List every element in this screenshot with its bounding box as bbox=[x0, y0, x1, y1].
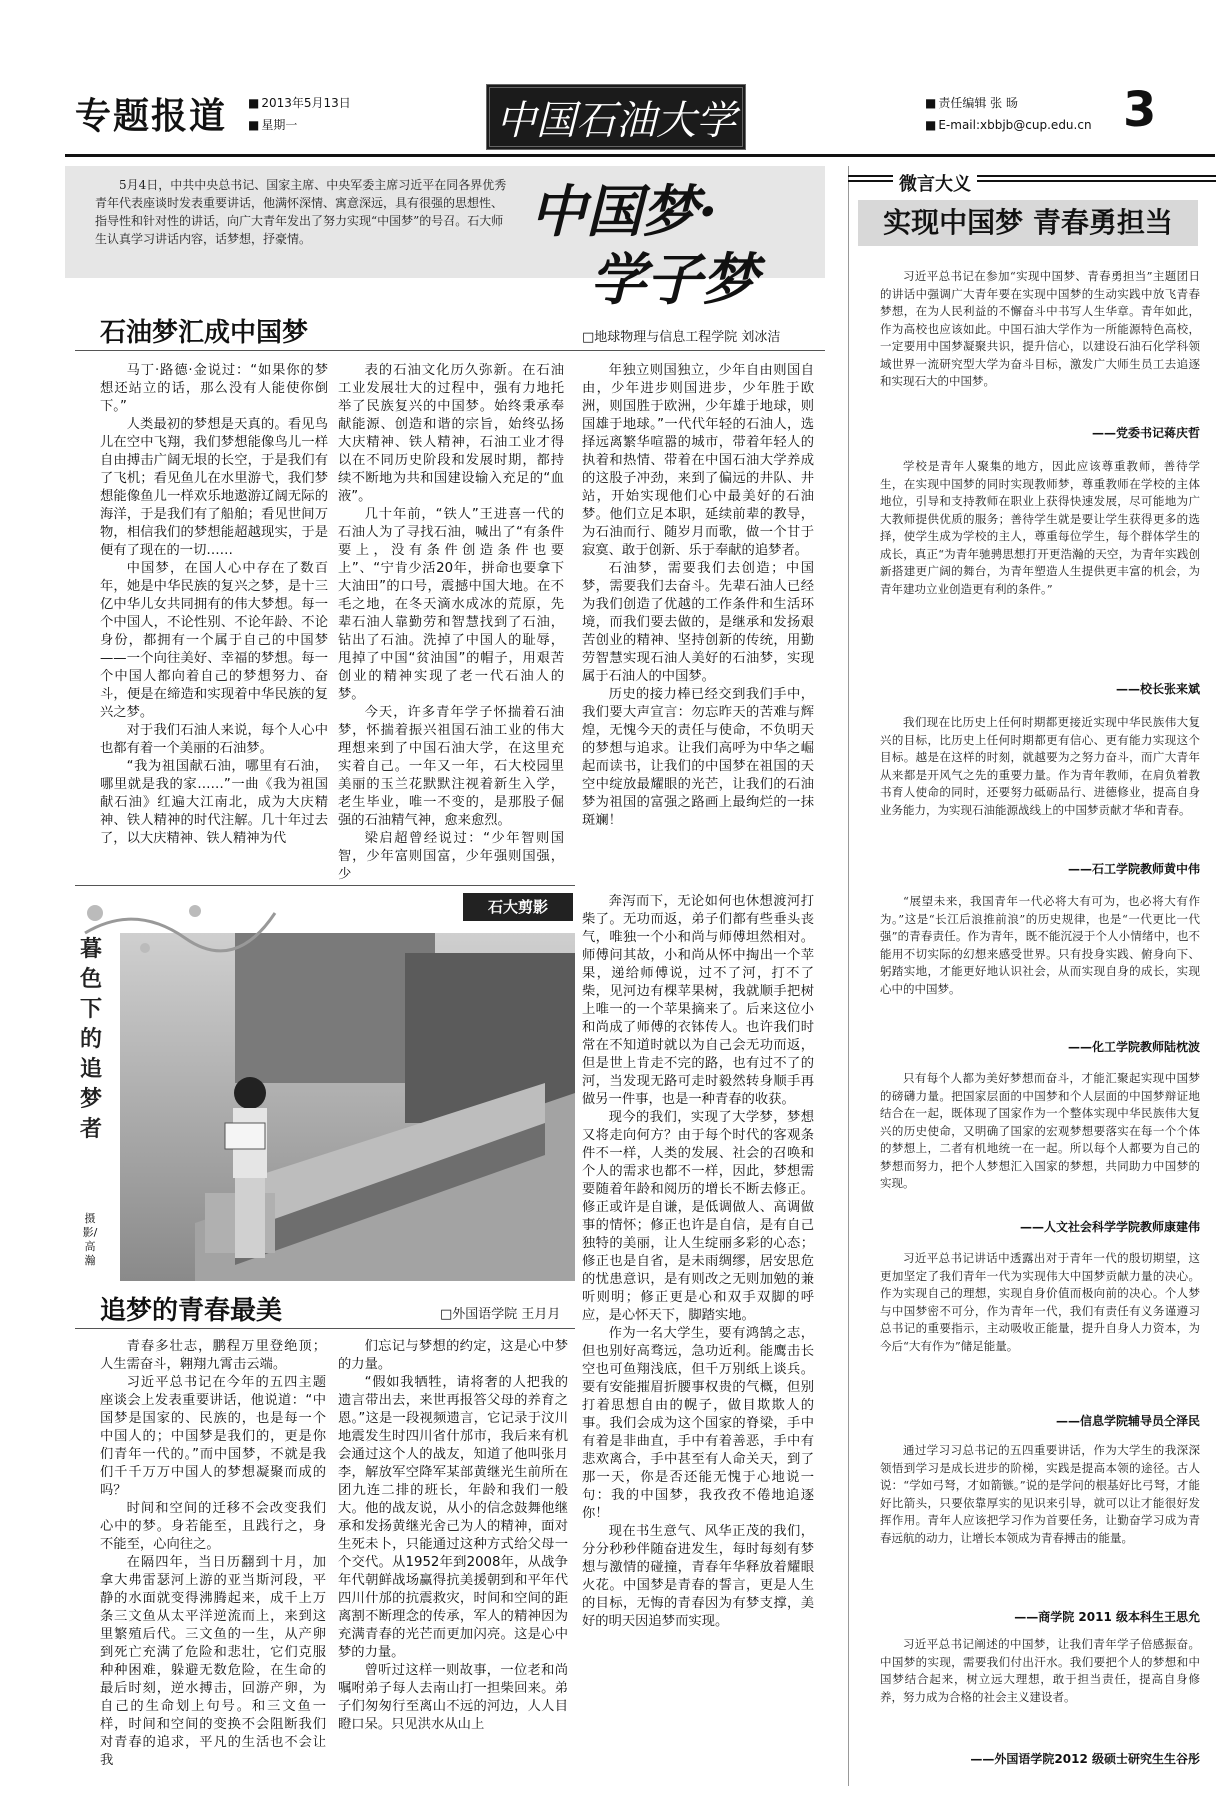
paragraph: 今天，许多青年学子怀揣着石油梦，怀揣着振兴祖国石油工业的伟大理想来到了中国石油大学，在这里充实着自己。一年又一年，石大校园里美丽的玉兰花默默注视着新生入学，老生毕业，唯一不变的，是那股子倔强的石油精气神，愈来愈烈。 bbox=[338, 705, 564, 828]
paragraph: “我为祖国献石油，哪里有石油，哪里就是我的家……”一曲《我为祖国献石油》红遍大江南北，成为大庆精神、铁人精神的时代注解。几十年过去了，以大庆精神、铁人精神为代 bbox=[100, 759, 328, 846]
paragraph: 年独立则国独立，少年自由则国自由，少年进步则国进步，少年胜于欧洲，则国胜于欧洲，少年雄于地球，则国雄于地球。”一代代年轻的石油人，选择远离繁华喧嚣的城市，带着年轻人的执着和热情、带着在中国石油大学养成的这股子冲劲，来到了偏远的井队、井站，开始实现他们心中最美好的石油梦。他们立足本职，延续前辈的教导，为石油而行、随岁月而歌，做一个甘于寂寞、敢于创新、乐于奉献的追梦者。 bbox=[582, 363, 814, 558]
article1-column-2 bbox=[338, 362, 564, 884]
photo-section-badge: 石大剪影 bbox=[463, 893, 573, 921]
sidebar-quote-signature: ——党委书记蒋庆哲 bbox=[1091, 426, 1200, 440]
paragraph: 几十年前，“铁人”王进喜一代的石油人为了寻找石油，喊出了“有条件要上，没有条件创造条件也要上”、“宁肯少活20年，拼命也要拿下大油田”的口号，震撼中国大地。在不毛之地，在冬天滴水成冰的荒原，先辈石油人靠勤劳和智慧找到了石油，钻出了石油。洗掉了中国人的耻辱，甩掉了中国“贫油国”的帽子，用艰苦创业的精神实现了老一代石油人的梦。 bbox=[338, 507, 564, 702]
masthead-logo: 中国石油大学 bbox=[486, 84, 746, 150]
paragraph: 中国梦，在国人心中存在了数百年，她是中华民族的复兴之梦，是十三亿中华儿女共同拥有的伟大梦想。每一个中国人，不论性别、不论年龄、不论身份，都拥有一个属于自己的中国梦——一个向往美好、幸福的梦想。每一个中国人都向着自己的梦想努力、奋斗，便是在缔造和实现着中华民族的复兴之梦。 bbox=[100, 561, 328, 720]
sidebar-quote: 只有每个人都为美好梦想而奋斗，才能汇聚起实现中国梦的磅礴力量。把国家层面的中国梦和个人层面的中国梦辩证地结合在一起，既体现了国家作为一个整体实现中华民族伟大复兴的历史使命，又明确了国家的宏观梦想要落实在每一个个体的梦想上，二者有机地统一在一起。所以每个人都要为自己的梦想而努力，把个人梦想汇入国家的梦想，共同助力中国梦的实现。 bbox=[880, 1071, 1200, 1190]
editor-credit: ■ 责任编辑 张 旸 bbox=[925, 94, 1018, 112]
paragraph: 现在书生意气、风华正茂的我们，分分秒秒伴随奋进发生，每时每刻有梦想与激情的碰撞，青春年华释放着耀眼火花。中国梦是青春的誓言，更是人生的目标，无悔的青春因为有梦支撑，美好的明天因追梦而实现。 bbox=[582, 1524, 814, 1629]
sidebar-quote: 习近平总书记阐述的中国梦，让我们青年学子倍感振奋。中国梦的实现，需要我们付出汗水。我们要把个人的梦想和中国梦结合起来，树立远大理想，敢于担当责任，提高自身修养，努力成为合格的社会主义建设者。 bbox=[880, 1637, 1200, 1704]
sidebar-quote: 通过学习习总书记的五四重要讲话，作为大学生的我深深领悟到学习是成长进步的阶梯，实践是提高本领的途径。古人说：“学如弓弩，才如箭镞。”说的是学问的根基好比弓弩，才能好比箭头，只要依靠厚实的见识来引导，就可以让才能很好发挥作用。青年人应该把学习作为首要任务，让勤奋学习成为青春远航的动力，让增长本领成为青春搏击的能量。 bbox=[880, 1443, 1200, 1545]
paragraph: 曾听过这样一则故事，一位老和尚嘱咐弟子每人去南山打一担柴回来。弟子们匆匆行至离山不远的河边，人人目瞪口呆。只见洪水从山上 bbox=[338, 1663, 568, 1732]
paragraph: 梁启超曾经说过：“少年智则国智，少年富则国富，少年强则国强，少 bbox=[338, 831, 564, 882]
article1-rule bbox=[75, 350, 825, 351]
article2-column-1 bbox=[100, 1338, 326, 1770]
sidebar-title: 实现中国梦 青春勇担当 bbox=[858, 200, 1198, 246]
paragraph: 对于我们石油人来说，每个人心中也都有着一个美丽的石油梦。 bbox=[100, 723, 328, 756]
sidebar-quote-signature: ——人文社会科学学院教师康建伟 bbox=[1019, 1220, 1200, 1234]
article2-title: 追梦的青春最美 bbox=[100, 1296, 283, 1326]
paragraph: 人类最初的梦想是天真的。看见鸟儿在空中飞翔，我们梦想能像鸟儿一样自由搏击广阔无垠的长空，于是我们有了飞机；看见鱼儿在水里游弋，我们梦想能像鱼儿一样欢乐地遨游辽阔无际的海洋，于是我们有了船舶；看见世间万物，相信我们的梦想能超越现实，于是便有了现在的一切…… bbox=[100, 417, 328, 558]
article1-title: 石油梦汇成中国梦 bbox=[100, 318, 309, 348]
paragraph: 奔泻而下，无论如何也休想渡河打柴了。无功而返，弟子们都有些垂头丧气，唯独一个小和尚与师傅坦然相对。师傅问其故，小和尚从怀中掏出一个苹果，递给师傅说，过不了河，打不了柴，见河边有棵苹果树，我就顺手把树上唯一的一个苹果摘来了。后来这位小和尚成了师傅的衣钵传人。也许我们时常在不知道时就以为自己会无功而返，但是世上肯走不完的路，也有过不了的河，当发现无路可走时毅然转身顺手再做另一件事，也是一种青春的收获。 bbox=[582, 894, 814, 1107]
paragraph: 马丁·路德·金说过：“如果你的梦想还站立的话，那么没有人能使你倒下。” bbox=[100, 363, 328, 414]
sidebar-quote: 习近平总书记讲话中透露出对于青年一代的殷切期望，这更加坚定了我们青年一代为实现伟大中国梦贡献力量的决心。作为实现自己的理想，实现自身价值而极向前的决心。个人梦与中国梦密不可分，作为青年一代，我们有责任有义务谨遵习总书记的重要指示，主动吸收正能量，提升自身人力资本，为今后“大有作为”储足能量。 bbox=[880, 1251, 1200, 1353]
issue-date: ■ 2013年5月13日 bbox=[248, 94, 351, 112]
article2-column-3 bbox=[582, 893, 814, 1631]
article1-bottom-rule bbox=[75, 885, 575, 886]
article2-column-2 bbox=[338, 1338, 568, 1734]
paragraph: 石油梦，需要我们去创造；中国梦，需要我们去奋斗。先辈石油人已经为我们创造了优越的工作条件和生活环境，而我们要去做的，是继承和发扬艰苦创业的精神、坚持创新的传统，用勤劳智慧实现石油人美好的石油梦，实现属于石油人的中国梦。 bbox=[582, 561, 814, 684]
sidebar-label: 微言大义 bbox=[893, 170, 977, 196]
sidebar-quote: 我们现在比历史上任何时期都更接近实现中华民族伟大复兴的目标，比历史上任何时期都更有信心、更有能力实现这个目标。越是在这样的时刻，就越要为之努力奋斗，而广大青年从来都是开风气之先的重要力量。作为青年教师，在肩负着教书育人使命的同时，还要努力砥砺品行、进德修业，提高自身业务能力，为实现石油能源战线上的中国梦贡献才华和青春。 bbox=[880, 715, 1200, 817]
paragraph: 现今的我们，实现了大学梦，梦想又将走向何方？由于每个时代的客观条件不一样，人类的发展、社会的召唤和个人的需求也都不一样，因此，梦想需要随着年龄和阅历的增长不断去修正。修正或许是自谦，是低调做人、高调做事的情怀；修正也许是自信，是有自己独特的美丽，让人生绽丽多彩的心态；修正也是自省，是未雨绸缪，居安思危的忧患意识，是有则改之无则加勉的兼听则明；修正更是心和双手双脚的呼应，是心怀天下，脚踏实地。 bbox=[582, 1110, 814, 1323]
sidebar-quote: “展望未来，我国青年一代必将大有可为，也必将大有作为。”这是“长江后浪推前浪”的历史规律，也是“一代更比一代强”的青春责任。作为青年，既不能沉浸于个人小情绪中，也不能用不切实际的幻想来感受世界。只有投身实践、俯身向下、躬踏实地，才能更好地认识社会，从而实现自身的成长，实现心中的中国梦。 bbox=[880, 894, 1200, 996]
paragraph: 表的石油文化历久弥新。在石油工业发展壮大的过程中，强有力地托举了民族复兴的中国梦。始终秉承奉献能源、创造和谐的宗旨，始终弘扬大庆精神、铁人精神，石油工业才得以在不同历史阶段和发展时期，都持续不断地为共和国建设输入充足的“血液”。 bbox=[338, 363, 564, 504]
sidebar-quote: 习近平总书记在参加“实现中国梦、青春勇担当”主题团日的讲话中强调广大青年要在实现中国梦的生动实践中放飞青春梦想，在为人民利益的不懈奋斗中书写人生华章。青年如此，作为高校也应该如此。中国石油大学作为一所能源特色高校，一定要用中国梦凝聚共识，提升信心，以建设石油石化学科领域世界一流研究型大学为奋斗目标，激发广大师生员工去追逐和实现石大的中国梦。 bbox=[880, 269, 1200, 388]
sidebar-quote-signature: ——石工学院教师黄中伟 bbox=[1067, 862, 1200, 876]
sidebar-quote-signature: ——商学院 2011 级本科生王思允 bbox=[1014, 1610, 1200, 1624]
paragraph: “假如我牺牲，请将奢的人把我的遗言带出去，来世再报答父母的养育之恩。”这是一段视频遗言，它记录于汶川地震发生时四川省什邡市，我后来有机会通过这个人的战友，知道了他叫张月李，解放军空降军某部黄继光生前所在团九连二排的班长，年龄和我们一般大。他的战友说，从小的信念鼓舞他继承和发扬黄继光舍己为人的精神，面对生死未卜，只能通过这种方式给父母一个交代。从1952年到2008年，从战争年代朝鲜战场赢得抗美援朝到和平年代四川什邡的抗震救灾，时间和空间的距离割不断理念的传承，军人的精神因为充满青春的光芒而更加闪亮。这是心中梦的力量。 bbox=[338, 1375, 568, 1660]
article2-byline: □外国语学院 王月月 bbox=[440, 1307, 561, 1322]
paragraph: 时间和空间的迁移不会改变我们心中的梦。身若能至，且践行之，身不能至，心向往之。 bbox=[100, 1501, 326, 1552]
sidebar-quote-signature: ——校长张来斌 bbox=[1115, 682, 1200, 696]
editor-email: ■ E-mail:xbbjb@cup.edu.cn bbox=[925, 116, 1092, 134]
feature-title-line2: 学子梦 bbox=[590, 247, 758, 313]
paragraph: 们忘记与梦想的约定，这是心中梦的力量。 bbox=[338, 1339, 568, 1372]
article1-column-3 bbox=[582, 362, 814, 830]
article1-column-1 bbox=[100, 362, 328, 848]
intro-paragraph: 5月4日，中共中央总书记、国家主席、中央军委主席习近平在同各界优秀青年代表座谈时发表重要讲话，他满怀深情、寓意深远，具有很强的思想性、指导性和针对性的讲话，向广大青年发出了努力实现“中国梦”的号召。石大师生认真学习讲话内容，话梦想，抒豪情。 bbox=[95, 178, 507, 246]
sidebar-quote-signature: ——化工学院教师陆枕波 bbox=[1067, 1040, 1200, 1054]
paragraph: 青春多壮志，鹏程万里登绝顶；人生需奋斗，翱翔九霄击云端。 bbox=[100, 1339, 326, 1372]
photo-credit: 摄影/高瀚 bbox=[82, 1212, 98, 1267]
section-title: 专题报道 bbox=[75, 96, 228, 137]
issue-weekday: ■ 星期一 bbox=[248, 116, 297, 134]
header-divider bbox=[65, 154, 1215, 157]
photo-caption: 暮色下的追梦者 bbox=[79, 937, 102, 1142]
paragraph: 在隔四年，当日历翻到十月，加拿大弗雷瑟河上游的亚当斯河段，平静的水面就变得沸腾起来，成千上万条三文鱼从太平洋逆流而上，来到这里繁殖后代。三文鱼的一生，从产卵到死亡充满了危险和悲壮，它们克服种种困难，躲避无数危险，在生命的最后时刻，逆水搏击，回游产卵，为自己的生命划上句号。和三文鱼一样，时间和空间的变换不会阻断我们对青春的追求，平凡的生活也不会让我 bbox=[100, 1555, 326, 1768]
feature-title-line1: 中国梦· bbox=[530, 179, 718, 245]
student-reading-photo bbox=[75, 893, 575, 1281]
paragraph: 习近平总书记在今年的五四主题座谈会上发表重要讲话，他说道：“中国梦是国家的、民族的，也是每一个中国人的；中国梦是我们的，更是你们青年一代的。”而中国梦，不就是我们千千万万中国人的梦想凝聚而成的吗？ bbox=[100, 1375, 326, 1498]
paragraph: 作为一名大学生，要有鸿鹄之志，但也别好高骛远，急功近利。能鹰击长空也可鱼翔浅底，但千万别纸上谈兵。要有安能摧眉折腰事权贵的气概，但别打着思想自由的幌子，做目欺欺人的事。我们会成为这个国家的脊梁，手中有着是非曲直，手中有着善恶，手中有悲欢离合，手中甚至有人命关天，到了那一天，你是否还能无愧于心地说一句：我的中国梦，我孜孜不倦地追逐你！ bbox=[582, 1326, 814, 1521]
article1-byline: □地球物理与信息工程学院 刘冰洁 bbox=[582, 330, 781, 345]
sidebar-quote-signature: ——信息学院辅导员仝泽民 bbox=[1055, 1414, 1200, 1428]
sidebar-quote: 学校是青年人聚集的地方，因此应该尊重教师，善待学生，在实现中国梦的同时实现教师梦，尊重教师在学校的主体地位，引导和支持教师在职业上获得快速发展，尽可能地为广大教师提供优质的服务；善待学生就是要让学生获得更多的选择，使学生成为学校的主人，尊重每位学生，每个群体学生的成长，真正“为青年驰骋思想打开更浩瀚的天空，为青年实践创新搭建更广阔的舞台，为青年塑造人生提供更丰富的机会，为青年建功立业创造更有利的条件。” bbox=[880, 459, 1200, 596]
page-number: 3 bbox=[1123, 82, 1157, 138]
article2-rule bbox=[75, 1328, 575, 1329]
photo-frame bbox=[75, 893, 575, 1281]
paragraph: 历史的接力棒已经交到我们手中，我们要大声宣言：勿忘昨天的苦难与辉煌，无愧今天的责任与使命，不负明天的梦想与追求。让我们高呼为中华之崛起而读书，让我们的中国梦在祖国的天空中绽放最耀眼的光芒，让我们的石油梦为祖国的富强之路画上最绚烂的一抹斑斓！ bbox=[582, 687, 814, 828]
sidebar-quote-signature: ——外国语学院2012 级硕士研究生生谷彤 bbox=[970, 1752, 1200, 1766]
